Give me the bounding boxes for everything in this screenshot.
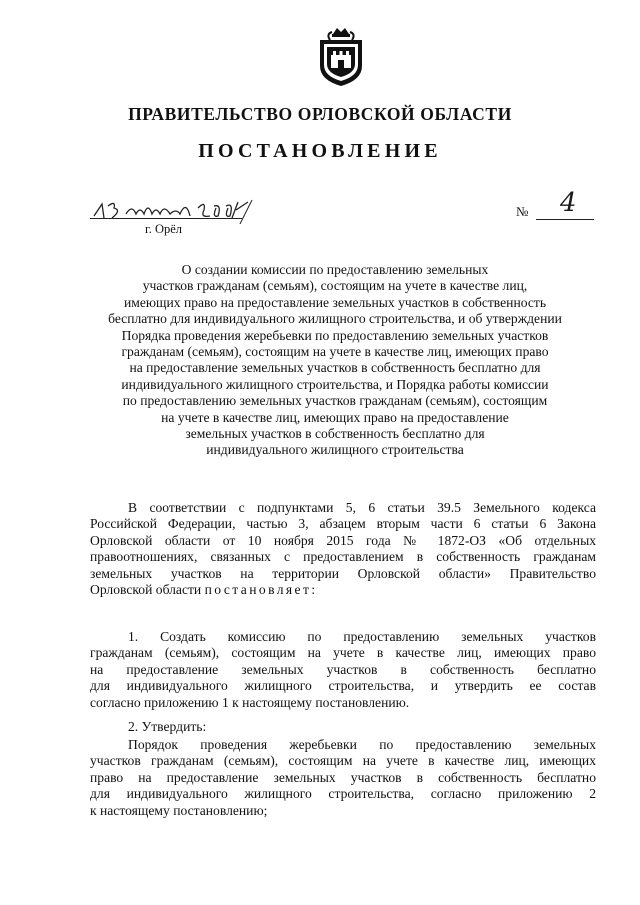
text-line: на предоставление земельных участков в собственность бесплатно	[90, 661, 596, 677]
text-line: 2. Утвердить:	[128, 719, 207, 734]
city: г. Орёл	[145, 222, 183, 236]
text-line: 1. Создать комиссию по предоставлению земельных участков	[128, 629, 596, 644]
title-line: на учете в качестве лиц, имеющих право на предоставление	[161, 409, 509, 425]
text-line: Орловской области от 10 ноября 2015 года № 1872-ОЗ «Об отдельных	[90, 532, 596, 548]
text-line: гражданам (семьям), состоящим на учете в качестве лиц, имеющих право	[90, 645, 596, 661]
document-title	[90, 262, 580, 459]
text-line: к настоящему постановлению;	[90, 802, 268, 818]
document-type: ПОСТАНОВЛЕНИЕ	[198, 140, 442, 162]
text-line: согласно приложению 1 к настоящему постановлению.	[90, 694, 410, 710]
title-line: гражданам (семьям), состоящим на учете в качестве лиц, имеющих право	[121, 344, 549, 360]
title-line: по предоставлению земельных участков гражданам (семьям), состоящим	[122, 393, 548, 409]
text-line	[90, 582, 596, 598]
title-line: Порядка проведения жеребьевки по предоставлению земельных участков	[121, 327, 549, 343]
text-line: правоотношениях, связанных с предоставлением в собственность гражданам	[90, 549, 596, 565]
date-underline	[90, 218, 242, 219]
title-line: индивидуального жилищного строительства	[206, 442, 464, 458]
document-number: 4	[560, 188, 577, 218]
preamble-paragraph	[90, 500, 596, 598]
number-label: №	[516, 204, 529, 219]
text-line: В соответствии с подпунктами 5, 6 статьи 39.5 Земельного кодекса	[128, 500, 596, 515]
item-2-heading	[90, 719, 596, 735]
text-line: Российской Федерации, частью 3, абзацем вторым части 6 статьи 6 Закона	[90, 516, 596, 532]
government-name: ПРАВИТЕЛЬСТВО ОРЛОВСКОЙ ОБЛАСТИ	[128, 104, 512, 124]
number-underline	[536, 219, 594, 220]
title-line: на предоставление земельных участков в собственность бесплатно для	[129, 360, 541, 376]
text-line: право на предоставление земельных участков в собственность бесплатно	[90, 769, 596, 785]
coat-of-arms-icon	[316, 26, 366, 88]
text-line: земельных участков на территории Орловской области» Правительство	[90, 565, 596, 581]
text-line: для индивидуального жилищного строительства, согласно приложению 2	[90, 786, 596, 802]
text-line: участков гражданам (семьям), состоящим на учете в качестве лиц, имеющих	[90, 753, 596, 769]
item-2-paragraph	[90, 737, 596, 819]
handwritten-date	[92, 194, 262, 224]
title-line: бесплатно для индивидуального жилищного строительства, и об утверждении	[108, 311, 562, 327]
item-1-paragraph	[90, 629, 596, 711]
resolve-word: постановляет:	[204, 582, 318, 598]
text-line: Порядок проведения жеребьевки по предоставлению земельных	[128, 737, 596, 752]
title-line: О создании комиссии по предоставлению земельных	[181, 262, 489, 277]
title-line: имеющих право на предоставление земельных участков в собственность	[123, 294, 547, 310]
text-fragment: Орловской области	[90, 582, 205, 598]
title-line: индивидуального жилищного строительства, и Порядка работы комиссии	[121, 376, 549, 392]
title-line: участков гражданам (семьям), состоящим на учете в качестве лиц,	[142, 278, 528, 294]
text-line: для индивидуального жилищного строительства, и утвердить ее состав	[90, 678, 596, 694]
title-line: земельных участков в собственность бесплатно для	[185, 426, 485, 442]
